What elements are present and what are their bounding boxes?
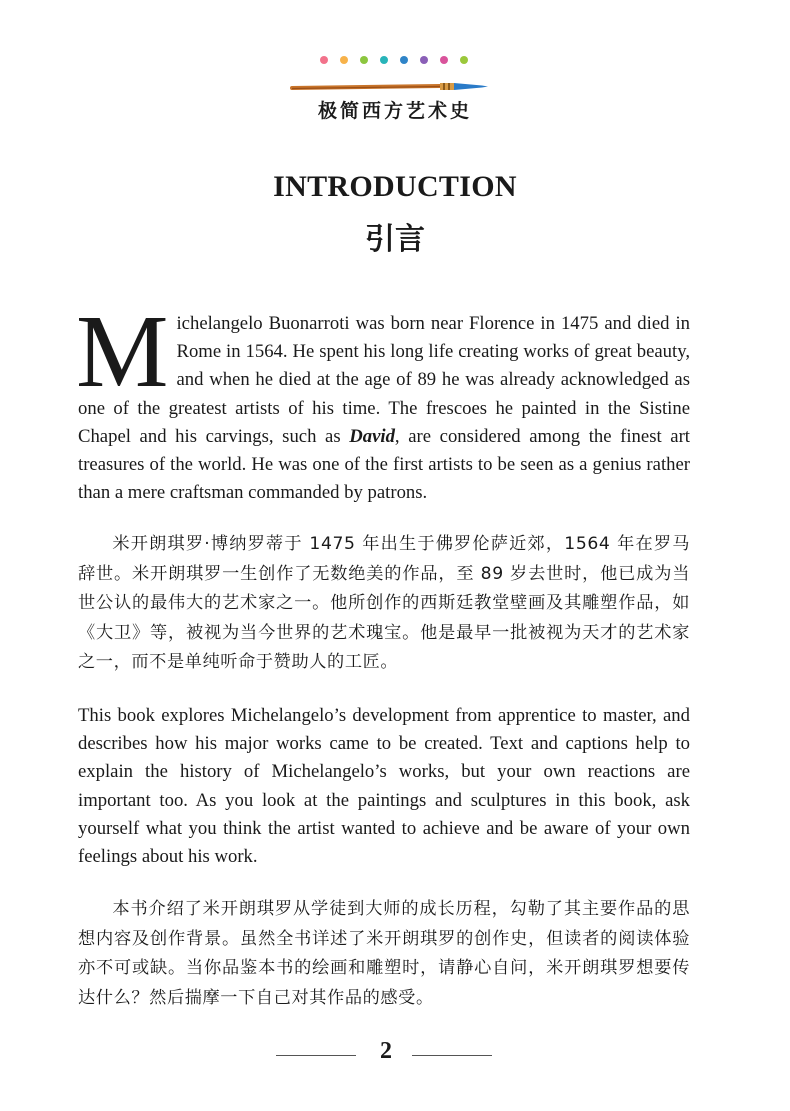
- color-dots: [320, 56, 468, 64]
- color-dot: [360, 56, 368, 64]
- paragraph-en-1-text-a: ichelangelo Buonarroti was born near Florence in 1475 and died in Rome in 1564. He spent his long life creating works of great beauty, and when he died at the age of 89 he was already acknowledged as one of the greatest artists of his time. The frescoes he painted in the Sistine Chapel and his carvings, such as: [78, 313, 690, 447]
- color-dot: [380, 56, 388, 64]
- paragraph-en-1: [76, 294, 690, 507]
- chapter-title-en: INTRODUCTION: [273, 170, 517, 203]
- color-dot: [320, 56, 328, 64]
- color-dot: [340, 56, 348, 64]
- artwork-title: David: [349, 425, 395, 447]
- color-dot: [460, 56, 468, 64]
- chapter-title-zh: 引言: [365, 222, 425, 257]
- paragraph-en-2: This book explores Michelangelo’s development from apprentice to master, and describes how his major works came to be created. Text and captions help to explain the history of Michelangelo’s works, but your own reactions are important too. As you look at the paintings and sculptures in this book, ask yourself what you think the artist wanted to achieve and be aware of your own feelings about his work.: [78, 704, 690, 867]
- drop-cap: M: [76, 294, 169, 409]
- paragraph-en-1-text-b: , are considered among the finest art treasures of the world. He was one of the first artists to be seen as a genius rather than a mere craftsman commanded by patrons.: [78, 425, 690, 504]
- book-title: 极简西方艺术史: [317, 100, 472, 122]
- paragraph-zh-1: 米开朗琪罗·博纳罗蒂于 1475 年出生于佛罗伦萨近郊，1564 年在罗马辞世。米开朗琪罗一生创作了无数绝美的作品，至 89 岁去世时，他已成为当世公认的最伟大的艺术家之一。他所创作的西斯廷教堂壁画及其雕塑作品，如《大卫》等，被视为当今世界的艺术瑰宝。他是最早一批被视为天才的艺术家之一，而不是单纯听命于赞助人的工匠。: [78, 534, 690, 673]
- paintbrush-icon: [290, 78, 490, 94]
- color-dot: [420, 56, 428, 64]
- paragraph-zh-2: 本书介绍了米开朗琪罗从学徒到大师的成长历程，勾勒了其主要作品的思想内容及创作背景。虽然全书详述了米开朗琪罗的创作史，但读者的阅读体验亦不可或缺。当你品鉴本书的绘画和雕塑时，请静心自问，米开朗琪罗想要传达什么？然后揣摩一下自己对其作品的感受。: [78, 899, 690, 1008]
- color-dot: [440, 56, 448, 64]
- footer-rule-right: [412, 1055, 492, 1056]
- footer-rule-left: [276, 1055, 356, 1056]
- page-number: 2: [380, 1038, 392, 1064]
- color-dot: [400, 56, 408, 64]
- body-text: [76, 294, 690, 1013]
- page-footer: [0, 1038, 790, 1068]
